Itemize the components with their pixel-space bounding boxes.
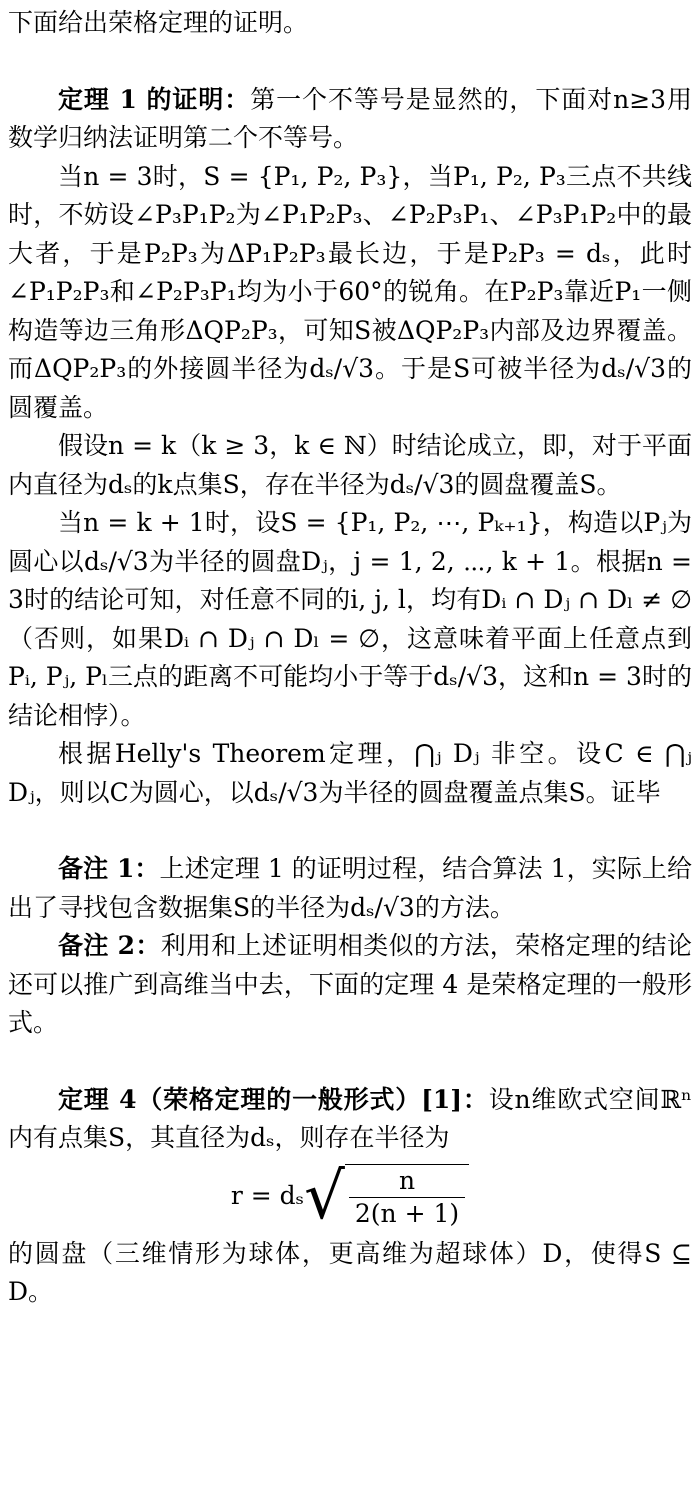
helly-paragraph: 根据Helly's Theorem定理，⋂ⱼ Dⱼ 非空。设C ∈ ⋂ⱼ Dⱼ，则以C为圆心，以dₛ/√3为半径的圆盘覆盖点集S。证毕 <box>8 739 692 807</box>
proof1-paragraph <box>8 81 692 158</box>
radius-formula <box>8 1160 692 1234</box>
inductive-step-paragraph: 当n = k + 1时，设S = {P₁, P₂, ⋯, Pₖ₊₁}，构造以Pⱼ为圆心以dₛ/√3为半径的圆盘Dⱼ，j = 1, 2, ⋯, k + 1。根据n = 3时的结论可知，对任意不同的i, j, l，均有Dᵢ ∩ Dⱼ ∩ Dₗ ≠ ∅（否则，如果Dᵢ ∩ Dⱼ ∩ Dₗ = ∅，这意味着平面上任意点到Pᵢ, Pⱼ, Pₗ三点的距离不可能均小于等于dₛ/√3，这和n = 3时的结论相悖）。 <box>8 508 692 730</box>
formula-numerator: n <box>349 1165 465 1199</box>
base-case-paragraph: 当n = 3时，S = {P₁, P₂, P₃}，当P₁, P₂, P₃三点不共线时，不妨设∠P₃P₁P₂为∠P₁P₂P₃、∠P₂P₃P₁、∠P₃P₁P₂中的最大者，于是P₂P₃为ΔP₁P₂P₃最长边，于是P₂P₃ = dₛ，此时∠P₁P₂P₃和∠P₂P₃P₁均为小于60°的锐角。在P₂P₃靠近P₁一侧构造等边三角形ΔQP₂P₃，可知S被ΔQP₂P₃内部及边界覆盖。而ΔQP₂P₃的外接圆半径为dₛ/√3。于是S可被半径为dₛ/√3的圆覆盖。 <box>8 161 692 422</box>
proof1-text: 第一个不等号是显然的，下面对n≥3用数学归纳法证明第二个不等号。 <box>8 84 692 152</box>
formula-denominator: 2(n + 1) <box>354 1199 460 1228</box>
spacer <box>8 43 692 81</box>
remark1-label: 备注 1： <box>58 854 160 883</box>
theorem4-paragraph <box>8 1081 692 1158</box>
remark2-paragraph <box>8 927 692 1043</box>
sqrt-body <box>345 1164 469 1231</box>
conclusion-paragraph: 的圆盘（三维情形为球体，更高维为超球体）D，使得S ⊆ D。 <box>8 1238 692 1306</box>
formula-lhs: r = dₛ <box>230 1180 305 1210</box>
theorem4-text: 设n维欧式空间ℝⁿ内有点集S，其直径为dₛ，则存在半径为 <box>8 1084 692 1152</box>
hypothesis-paragraph: 假设n = k（k ≥ 3，k ∈ ℕ）时结论成立，即，对于平面内直径为dₛ的k点集S，存在半径为dₛ/√3的圆盘覆盖S。 <box>8 431 692 499</box>
sqrt-sign: √ <box>304 1160 345 1234</box>
spacer <box>8 812 692 850</box>
remark1-paragraph <box>8 850 692 927</box>
spacer <box>8 1043 692 1081</box>
intro-paragraph: 下面给出荣格定理的证明。 <box>8 8 309 37</box>
theorem4-label: 定理 4（荣格定理的一般形式）[1]： <box>58 1084 489 1114</box>
remark1-text: 上述定理 1 的证明过程，结合算法 1，实际上给出了寻找包含数据集S的半径为dₛ/√3的方法。 <box>8 854 692 922</box>
proof1-label: 定理 1 的证明： <box>58 84 251 114</box>
remark2-label: 备注 2： <box>58 931 161 960</box>
remark2-text: 利用和上述证明相类似的方法，荣格定理的结论还可以推广到高维当中去，下面的定理 4 是荣格定理的一般形式。 <box>8 931 692 1037</box>
formula-fraction <box>345 1165 469 1231</box>
